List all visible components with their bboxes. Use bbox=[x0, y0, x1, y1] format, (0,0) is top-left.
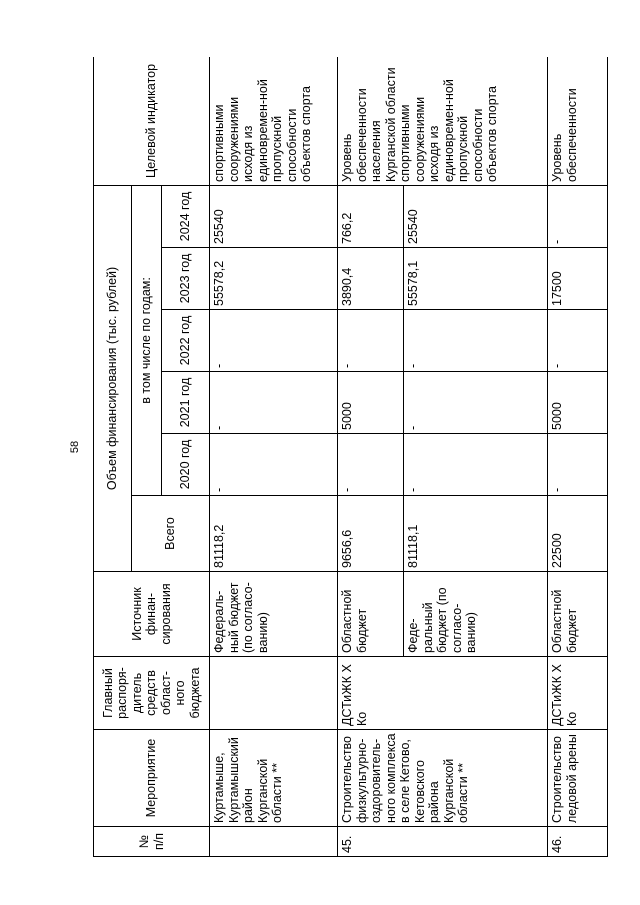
header-source: Источник финан-сирования bbox=[94, 572, 210, 657]
header-num: № п/п bbox=[94, 827, 210, 857]
cell-2020: - bbox=[210, 434, 338, 496]
cell-total: 22500 bbox=[548, 496, 608, 572]
table-row bbox=[210, 57, 338, 857]
table-container bbox=[93, 57, 612, 857]
cell-2020: - bbox=[404, 434, 548, 496]
cell-2022: - bbox=[404, 310, 548, 372]
cell-2024: 766,2 bbox=[338, 185, 404, 247]
header-2021: 2021 год bbox=[162, 372, 210, 434]
cell-num: 45. bbox=[338, 827, 548, 857]
header-2020: 2020 год bbox=[162, 434, 210, 496]
header-financing: Объем финансирования (тыс. рублей) bbox=[94, 185, 132, 571]
cell-num bbox=[210, 827, 338, 857]
cell-manager: ДСТиЖК Х Ко bbox=[338, 657, 548, 730]
cell-2021: 5000 bbox=[338, 372, 404, 434]
cell-2023: 55578,1 bbox=[404, 248, 548, 310]
cell-2021: - bbox=[404, 372, 548, 434]
cell-2020: - bbox=[338, 434, 404, 496]
cell-2020: - bbox=[548, 434, 608, 496]
cell-indicator: спортивными сооружениями исходя из единовремен-ной пропускной способности объектов спорта bbox=[210, 57, 338, 185]
header-2022: 2022 год bbox=[162, 310, 210, 372]
header-2023: 2023 год bbox=[162, 248, 210, 310]
cell-source: Феде-ральный бюджет (по согласо-ванию) bbox=[404, 572, 548, 657]
cell-2023: 3890,4 bbox=[338, 248, 404, 310]
page-number: 58 bbox=[69, 440, 81, 454]
cell-2021: 5000 bbox=[548, 372, 608, 434]
cell-source: Федераль-ный бюджет (по согласо-ванию) bbox=[210, 572, 338, 657]
cell-manager bbox=[210, 657, 338, 730]
cell-indicator: Уровень обеспеченности населения Курганской области спортивными сооружениями исходя из единовремен-ной пропускной способности объектов спорта bbox=[338, 57, 548, 185]
cell-2023: 17500 bbox=[548, 248, 608, 310]
cell-num: 46. bbox=[548, 827, 608, 857]
cell-2022: - bbox=[548, 310, 608, 372]
cell-2024: - bbox=[548, 185, 608, 247]
cell-event: Куртамыше, Куртамышский район Курганской области ** bbox=[210, 730, 338, 827]
rotated-page-area bbox=[93, 57, 612, 857]
cell-event: Строительство физкультурно-оздоровитель-ного комплекса в селе Кетово, Кетовского района Курганской области ** bbox=[338, 730, 548, 827]
cell-event: Строительство ледовой арены bbox=[548, 730, 608, 827]
cell-total: 9656,6 bbox=[338, 496, 404, 572]
financing-table bbox=[93, 57, 608, 857]
cell-2022: - bbox=[338, 310, 404, 372]
cell-source: Областной бюджет bbox=[548, 572, 608, 657]
table-row bbox=[338, 57, 404, 857]
header-2024: 2024 год bbox=[162, 185, 210, 247]
cell-2024: 25540 bbox=[404, 185, 548, 247]
cell-indicator: Уровень обеспеченности bbox=[548, 57, 608, 185]
header-by-years: в том числе по годам: bbox=[132, 185, 162, 495]
header-event: Мероприятие bbox=[94, 730, 210, 827]
cell-2021: - bbox=[210, 372, 338, 434]
cell-manager: ДСТиЖК Х Ко bbox=[548, 657, 608, 730]
cell-total: 81118,1 bbox=[404, 496, 548, 572]
cell-total: 81118,2 bbox=[210, 496, 338, 572]
header-total: Всего bbox=[132, 496, 210, 572]
cell-2024: 25540 bbox=[210, 185, 338, 247]
cell-2023: 55578,2 bbox=[210, 248, 338, 310]
header-manager: Главный распоря-дитель средств област-ного бюджета bbox=[94, 657, 210, 730]
header-indicator: Целевой индикатор bbox=[94, 57, 210, 185]
table-row bbox=[548, 57, 608, 857]
cell-2022: - bbox=[210, 310, 338, 372]
cell-source: Областной бюджет bbox=[338, 572, 404, 657]
